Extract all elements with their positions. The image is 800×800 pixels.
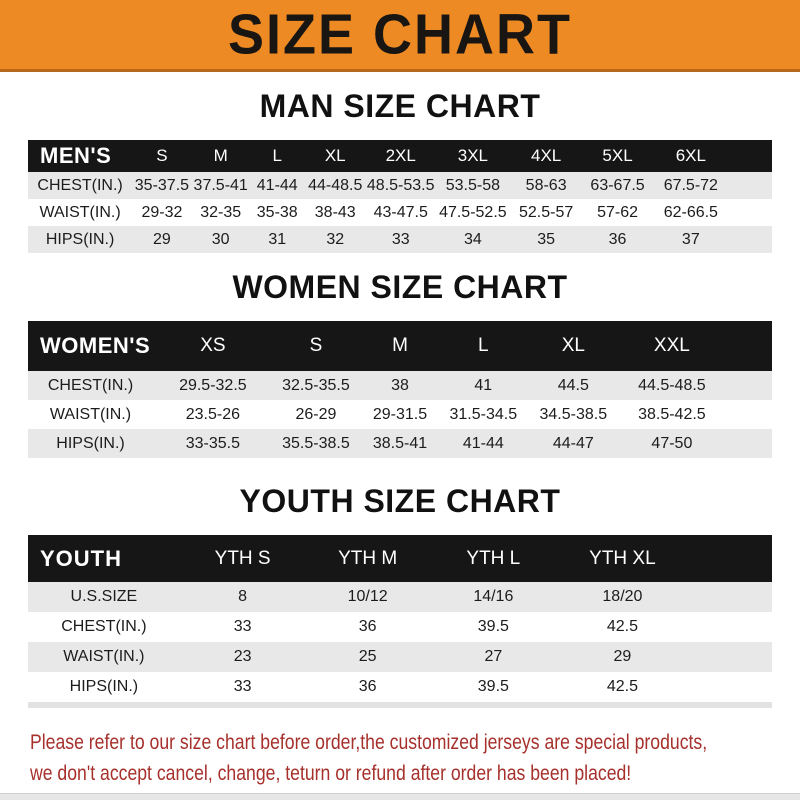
cell: 34 [436, 226, 510, 253]
cell: 31 [250, 226, 305, 253]
cell: 29-32 [132, 199, 192, 226]
cell: 38.5-41 [359, 429, 441, 458]
women-header-row [28, 321, 772, 371]
col-header: XL [526, 321, 621, 371]
cell: 67.5-72 [653, 172, 729, 199]
cell: 29.5-32.5 [153, 371, 273, 400]
cell: 34.5-38.5 [526, 400, 621, 429]
cell: 30 [192, 226, 250, 253]
col-header: L [441, 321, 526, 371]
col-header: 6XL [653, 140, 729, 172]
col-header: S [132, 140, 192, 172]
col-header: M [359, 321, 441, 371]
col-header: 2XL [366, 140, 436, 172]
page-title: SIZE CHART [228, 3, 572, 66]
youth-header-row [28, 535, 772, 582]
cell: 8 [180, 582, 306, 612]
col-header-spacer [723, 321, 772, 371]
cell: 57-62 [582, 199, 653, 226]
cell: 36 [582, 226, 653, 253]
table-row [28, 400, 772, 429]
cell-spacer [688, 672, 772, 702]
table-row [28, 612, 772, 642]
cell: 43-47.5 [366, 199, 436, 226]
row-label: HIPS(IN.) [28, 226, 132, 253]
cell: 44-48.5 [305, 172, 366, 199]
col-header: M [192, 140, 250, 172]
women-section [0, 268, 800, 458]
cell: 39.5 [430, 612, 557, 642]
cell-spacer [688, 642, 772, 672]
youth-size-table [28, 535, 772, 702]
row-label: CHEST(IN.) [28, 371, 153, 400]
cell: 29-31.5 [359, 400, 441, 429]
footer-note-line2: we don't accept cancel, change, teturn or refund after order has been placed! [30, 761, 632, 785]
cell: 29 [132, 226, 192, 253]
col-header: 3XL [436, 140, 510, 172]
cell: 32 [305, 226, 366, 253]
men-table-label: MEN'S [28, 140, 132, 172]
bottom-edge-strip [0, 793, 800, 800]
table-row [28, 429, 772, 458]
cell: 27 [430, 642, 557, 672]
cell: 14/16 [430, 582, 557, 612]
row-label: HIPS(IN.) [28, 429, 153, 458]
cell-spacer [688, 582, 772, 612]
cell-spacer [729, 199, 772, 226]
cell: 38 [359, 371, 441, 400]
cell: 29 [557, 642, 688, 672]
col-header: YTH L [430, 535, 557, 582]
cell: 41-44 [250, 172, 305, 199]
men-section-title: MAN SIZE CHART [259, 88, 541, 124]
men-section [0, 87, 800, 253]
col-header: YTH XL [557, 535, 688, 582]
women-size-table [28, 321, 772, 458]
col-header: L [250, 140, 305, 172]
row-label: WAIST(IN.) [28, 642, 180, 672]
col-header-spacer [688, 535, 772, 582]
cell: 44.5 [526, 371, 621, 400]
cell: 52.5-57 [510, 199, 582, 226]
cell: 47.5-52.5 [436, 199, 510, 226]
footer-note-line1: Please refer to our size chart before order,the customized jerseys are special products, [30, 730, 708, 754]
row-label: CHEST(IN.) [28, 172, 132, 199]
women-section-title: WOMEN SIZE CHART [232, 269, 568, 305]
cell: 48.5-53.5 [366, 172, 436, 199]
cell: 36 [306, 612, 430, 642]
col-header: XS [153, 321, 273, 371]
cell: 33 [180, 612, 306, 642]
cell-spacer [688, 612, 772, 642]
col-header: YTH S [180, 535, 306, 582]
col-header: 5XL [582, 140, 653, 172]
cell: 42.5 [557, 672, 688, 702]
cell: 38-43 [305, 199, 366, 226]
table-row [28, 371, 772, 400]
cell: 62-66.5 [653, 199, 729, 226]
table-row [28, 226, 772, 253]
cell: 33-35.5 [153, 429, 273, 458]
cell: 23.5-26 [153, 400, 273, 429]
cell-spacer [723, 429, 772, 458]
cell: 31.5-34.5 [441, 400, 526, 429]
cell-spacer [723, 400, 772, 429]
cell: 35.5-38.5 [273, 429, 359, 458]
col-header: XL [305, 140, 366, 172]
youth-table-label: YOUTH [28, 535, 180, 582]
cell: 32-35 [192, 199, 250, 226]
cell: 10/12 [306, 582, 430, 612]
row-label: U.S.SIZE [28, 582, 180, 612]
cell: 35-38 [250, 199, 305, 226]
men-size-table [28, 140, 772, 253]
cell: 47-50 [621, 429, 723, 458]
col-header: YTH M [306, 535, 430, 582]
cell: 44.5-48.5 [621, 371, 723, 400]
table-row [28, 582, 772, 612]
cell: 26-29 [273, 400, 359, 429]
row-label: HIPS(IN.) [28, 672, 180, 702]
cell: 41 [441, 371, 526, 400]
table-row [28, 672, 772, 702]
cell: 35-37.5 [132, 172, 192, 199]
table-row [28, 642, 772, 672]
cell: 58-63 [510, 172, 582, 199]
women-table-label: WOMEN'S [28, 321, 153, 371]
cell: 32.5-35.5 [273, 371, 359, 400]
cell: 33 [180, 672, 306, 702]
footer-note [0, 728, 800, 790]
cell: 53.5-58 [436, 172, 510, 199]
cell: 42.5 [557, 612, 688, 642]
cell: 41-44 [441, 429, 526, 458]
row-label: WAIST(IN.) [28, 199, 132, 226]
cell: 44-47 [526, 429, 621, 458]
cell-spacer [729, 172, 772, 199]
cell: 37 [653, 226, 729, 253]
table-row [28, 172, 772, 199]
cell: 63-67.5 [582, 172, 653, 199]
row-label: WAIST(IN.) [28, 400, 153, 429]
row-label: CHEST(IN.) [28, 612, 180, 642]
youth-section-title: YOUTH SIZE CHART [239, 483, 561, 519]
youth-section [0, 482, 800, 708]
cell-spacer [723, 371, 772, 400]
cell: 18/20 [557, 582, 688, 612]
cell: 23 [180, 642, 306, 672]
col-header: 4XL [510, 140, 582, 172]
cell: 35 [510, 226, 582, 253]
banner [0, 0, 800, 72]
cell: 25 [306, 642, 430, 672]
cell: 37.5-41 [192, 172, 250, 199]
table-row [28, 199, 772, 226]
men-header-row [28, 140, 772, 172]
cell: 39.5 [430, 672, 557, 702]
cell: 38.5-42.5 [621, 400, 723, 429]
col-header: S [273, 321, 359, 371]
cell: 33 [366, 226, 436, 253]
youth-table-bottom-strip [28, 702, 772, 708]
cell-spacer [729, 226, 772, 253]
col-header: XXL [621, 321, 723, 371]
col-header-spacer [729, 140, 772, 172]
cell: 36 [306, 672, 430, 702]
